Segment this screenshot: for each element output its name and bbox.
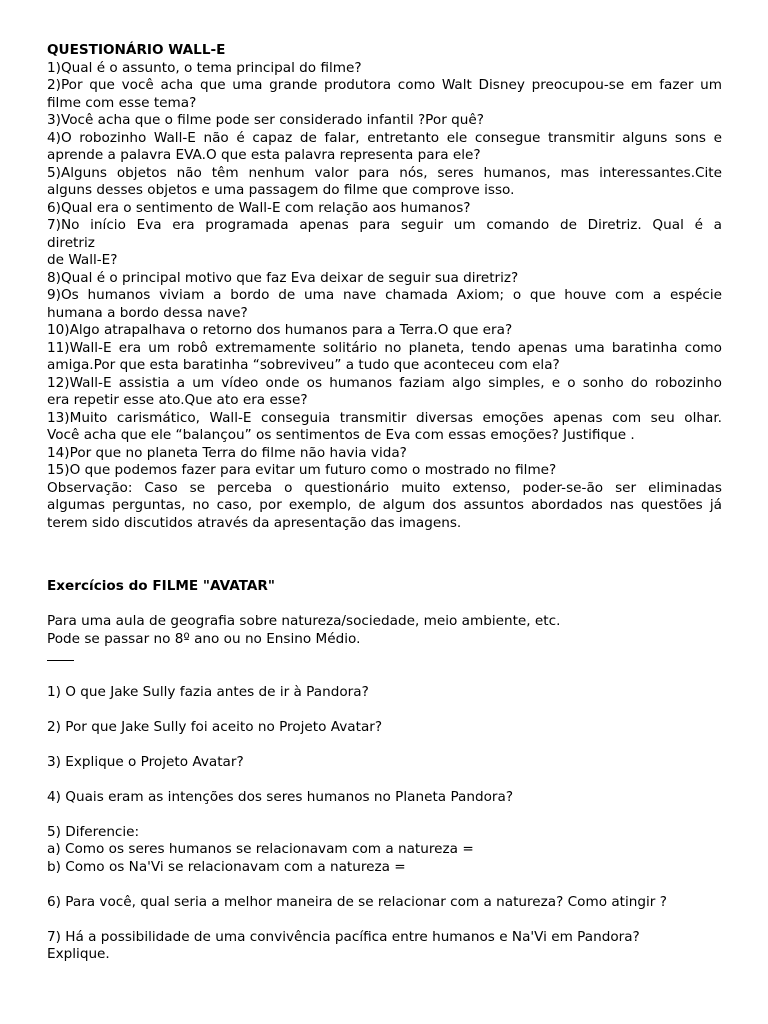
avatar-q5a: a) Como os seres humanos se relacionavam com a natureza =: [47, 841, 474, 857]
walle-q10: 10)Algo atrapalhava o retorno dos humanos para a Terra.O que era?: [47, 322, 513, 338]
walle-q2-cont: filme com esse tema?: [47, 94, 197, 111]
avatar-q4: 4) Quais eram as intenções dos seres humanos no Planeta Pandora?: [47, 788, 514, 805]
walle-q5-cont: alguns desses objetos e uma passagem do filme que comprove isso.: [47, 182, 515, 198]
walle-q13: 13)Muito carismático, Wall-E conseguia transmitir diversas emoções apenas com seu olhar.: [47, 409, 722, 426]
walle-q12: 12)Wall-E assistia a um vídeo onde os humanos faziam algo simples, e o sonho do robozinho: [47, 374, 722, 391]
walle-q1: 1)Qual é o assunto, o tema principal do filme?: [47, 59, 362, 76]
avatar-q5b: b) Como os Na'Vi se relacionavam com a natureza =: [47, 858, 406, 875]
avatar-q5: 5) Diferencie:: [47, 823, 140, 840]
walle-q5: 5)Alguns objetos não têm nenhum valor para nós, seres humanos, mas interessantes.Cite: [47, 164, 722, 181]
avatar-q7: 7) Há a possibilidade de uma convivência pacífica entre humanos e Na'Vi em Pandora?: [47, 928, 640, 945]
avatar-q2: 2) Por que Jake Sully foi aceito no Projeto Avatar?: [47, 718, 383, 735]
walle-note-cont: algumas perguntas, no caso, por exemplo, de algum dos assuntos abordados nas questões já: [47, 497, 722, 513]
walle-q14: 14)Por que no planeta Terra do filme não havia vida?: [47, 444, 407, 461]
walle-q9-cont: humana a bordo dessa nave?: [47, 304, 248, 321]
walle-note: Observação: Caso se perceba o questionário muito extenso, poder-se-ão ser eliminadas: [47, 479, 722, 496]
avatar-q1: 1) O que Jake Sully fazia antes de ir à Pandora?: [47, 683, 369, 700]
walle-note-cont2: terem sido discutidos através da apresentação das imagens.: [47, 514, 462, 531]
walle-q2: 2)Por que você acha que uma grande produtora como Walt Disney preocupou-se em fazer um: [47, 77, 722, 93]
short-rule: [47, 648, 74, 661]
walle-q3: 3)Você acha que o filme pode ser considerado infantil ?Por quê?: [47, 112, 484, 128]
walle-q7-cont2: de Wall-E?: [47, 252, 118, 268]
walle-q9: 9)Os humanos viviam a bordo de uma nave chamada Axiom; o que houve com a espécie: [47, 287, 722, 303]
walle-title: QUESTIONÁRIO WALL-E: [47, 42, 226, 58]
avatar-title: Exercícios do FILME "AVATAR": [47, 578, 275, 594]
walle-q4: 4)O robozinho Wall-E não é capaz de falar, entretanto ele consegue transmitir alguns sons e: [47, 129, 722, 146]
avatar-intro-2: Pode se passar no 8º ano ou no Ensino Médio.: [47, 630, 361, 647]
avatar-q3: 3) Explique o Projeto Avatar?: [47, 753, 244, 770]
walle-q12-cont: era repetir esse ato.Que ato era esse?: [47, 392, 308, 408]
walle-q13-cont: Você acha que ele “balançou” os sentimentos de Eva com essas emoções? Justifique .: [47, 427, 635, 443]
document-page: [47, 42, 722, 964]
walle-q11-cont: amiga.Por que esta baratinha “sobreviveu” a tudo que aconteceu com ela?: [47, 357, 560, 373]
walle-q11: 11)Wall-E era um robô extremamente solitário no planeta, tendo apenas uma baratinha como: [47, 339, 722, 356]
walle-q6: 6)Qual era o sentimento de Wall-E com relação aos humanos?: [47, 199, 471, 216]
walle-q4-cont: aprende a palavra EVA.O que esta palavra representa para ele?: [47, 147, 481, 163]
walle-q7: 7)No início Eva era programada apenas para seguir um comando de Diretriz. Qual é a: [47, 217, 722, 233]
walle-q7-cont: diretriz: [47, 234, 95, 251]
walle-q15: 15)O que podemos fazer para evitar um futuro como o mostrado no filme?: [47, 462, 557, 478]
avatar-q7-cont: Explique.: [47, 946, 110, 962]
avatar-intro-1: Para uma aula de geografia sobre natureza/sociedade, meio ambiente, etc.: [47, 613, 561, 629]
avatar-q6: 6) Para você, qual seria a melhor maneira de se relacionar com a natureza? Como atingir ?: [47, 893, 667, 910]
walle-q8: 8)Qual é o principal motivo que faz Eva deixar de seguir sua diretriz?: [47, 269, 519, 286]
